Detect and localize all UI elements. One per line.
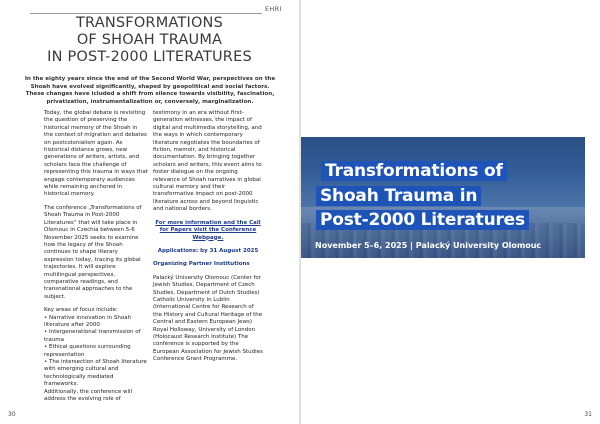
conference-webpage-link[interactable]: For more information and the Call for Papers visit the Conference Webpage. — [155, 219, 261, 241]
page-number-left: 30 — [8, 411, 16, 418]
paragraph: Today, the global debate is revisiting the question of preserving the historical memory of the Shoah in the context of migration and debates on postcolonialism again. As historical distance grows, new generations of writers, artists, and scholars face the challenge of representing this trauma in ways that engage contemporary audiences while remaining anchored in historical memory. — [44, 110, 148, 198]
paragraph: testimony in an era without first-generation witnesses, the impact of digital and multimedia storytelling, and the ways in which contemporary literature negotiates the boundaries of fiction, memoir, and historical documentation. By bringing together scholars and writers, this event aims to foster dialogue on the ongoing relevance of Shoah narratives in global cultural memory and their transformative impact on post-2000 literature across and beyond linguistic and national borders. — [153, 110, 262, 213]
banner-title-text: Transformations of — [321, 161, 507, 181]
focus-areas-intro: Key areas of focus include: — [44, 307, 118, 314]
banner-dates: November 5–6, 2025 | Palacký University Olomouc — [315, 241, 542, 250]
partners-text: Palacký University Olomouc (Center for Jewish Studies, Department of Czech Studies, Department of Dutch Studies) Catholic University in Lublin (International Centre for Research of the History and Cultural Heritage of the Central and Eastern European Jews) Royal Holloway, University of London (Holocaust Research Institute) The conference is supported by the European Association for Jewish Studies Conference Grant Programme. — [153, 274, 263, 363]
title-line-1: TRANSFORMATIONS — [75, 15, 224, 31]
partners-heading: Organizing Partner Institutions — [153, 261, 250, 268]
conference-banner — [301, 137, 585, 287]
banner-title-line-3 — [316, 210, 529, 230]
article-title — [20, 15, 279, 66]
banner-title-line-2 — [316, 186, 481, 206]
right-column — [153, 110, 263, 370]
banner-title-text: Post-2000 Literatures — [316, 210, 529, 230]
page-number-right: 31 — [584, 411, 592, 418]
title-line-2: OF SHOAH TRAUMA — [76, 32, 223, 48]
list-item: • Intergenerational transmission of trauma — [44, 329, 141, 343]
header-rule — [30, 13, 262, 14]
banner-title-line-1 — [321, 161, 507, 181]
banner-invitation: Invitation to the International Academic Conference — [333, 279, 515, 287]
paragraph: The conference „Transformations of Shoah Trauma in Post-2000 Literatures“ that will take place in Olomouc in Czechia between 5-6 November 2025 seeks to examine how the legacy of the Shoah continues to shape literary expression today, tracing its global trajectories. It will explore multilingual perspectives, comparative readings, and transnational approaches to the subject. — [44, 204, 142, 300]
article-lead: In the eighty years since the end of the Second World War, perspectives on the Shoah have evolved significantly, shaped by geopolitical and social factors. These changes have icluded a shift from silence towards visibility, fascination, privatization, instrumentalization or, conversely, marginalization. — [24, 76, 276, 105]
list-item: • Ethical questions surrounding representation — [44, 344, 131, 358]
left-column — [44, 110, 148, 403]
list-item: • Narrative innovation in Shoah literature after 2000 — [44, 314, 132, 328]
list-item: • The intersection of Shoah literature with emerging cultural and technologically mediated frameworks. — [44, 359, 147, 388]
title-line-3: IN POST-2000 LITERATURES — [47, 49, 252, 65]
banner-title-text: Shoah Trauma in — [316, 186, 481, 206]
closing-line: Additionally, the conference will address the evolving role of — [44, 388, 133, 403]
application-deadline: Applications: by 31 August 2025 — [157, 247, 259, 254]
header-org-label: EHRI — [265, 5, 282, 13]
focus-areas-list — [44, 307, 148, 403]
